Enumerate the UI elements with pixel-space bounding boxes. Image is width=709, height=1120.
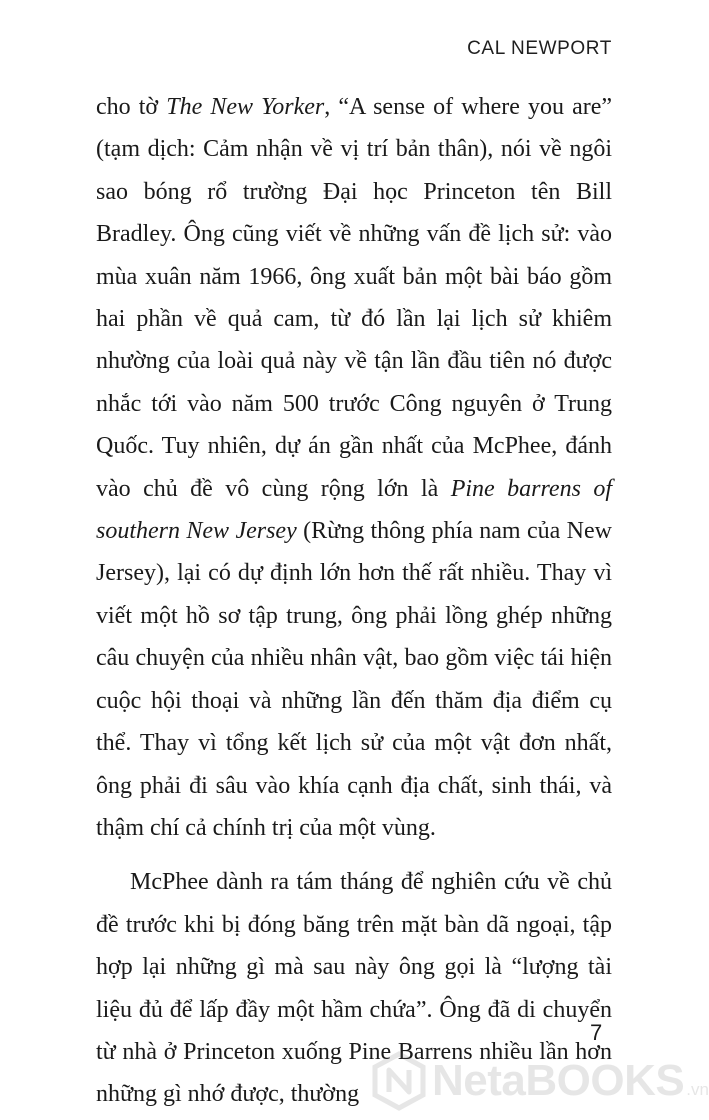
running-header-author: CAL NEWPORT [467, 38, 612, 59]
text-segment: cho tờ [96, 94, 167, 120]
text-segment: McPhee dành ra tám tháng để nghiên cứu về chủ đề trước khi bị đóng băng trên mặt bàn dã ngoại, tập hợp lại những gì mà sau này ông gọi là “lượng tài liệu đủ để lấp đầy một hầm chứa”. Ông đã di chuyển từ nhà ở Princeton xuống Pine Barrens nhiều lần hơn những gì nhớ được, thường [96, 869, 612, 1108]
watermark-brand: NetaBOOKS [432, 1056, 685, 1105]
text-segment: (Rừng thông phía nam của New Jersey), lại có dự định lớn hơn thế rất nhiều. Thay vì viết một hồ sơ tập trung, ông phải lồng ghép những câu chuyện của nhiều nhân vật, bao gồm việc tái hiện cuộc hội thoại và những lần đến thăm địa điểm cụ thể. Thay vì tổng kết lịch sử của một vật đơn nhất, ông phải đi sâu vào khía cạnh địa chất, sinh thái, và thậm chí cả chính trị của một vùng. [96, 518, 612, 841]
text-segment: , “A sense of where you are” (tạm dịch: Cảm nhận về vị trí bản thân), nói về ngôi sao bóng rổ trường Đại học Princeton tên Bill Bradley. Ông cũng viết về những vấn đề lịch sử: vào mùa xuân năm 1966, ông xuất bản một bài báo gồm hai phần về quả cam, từ đó lần lại lịch sử khiêm nhường của loài quả này về tận lần đầu tiên nó được nhắc tới vào năm 500 trước Công nguyên ở Trung Quốc. Tuy nhiên, dự án gần nhất của McPhee, đánh vào chủ đề vô cùng rộng lớn là [96, 94, 613, 502]
watermark-suffix: .vn [686, 1080, 709, 1099]
paragraph-2 [96, 861, 612, 1115]
page-number: 7 [590, 1020, 603, 1045]
paragraph-1 [96, 86, 612, 849]
book-page-body [96, 86, 612, 1116]
magazine-title: The New Yorker [166, 94, 325, 120]
work-title: Pine barrens of southern New Jersey [96, 475, 613, 545]
